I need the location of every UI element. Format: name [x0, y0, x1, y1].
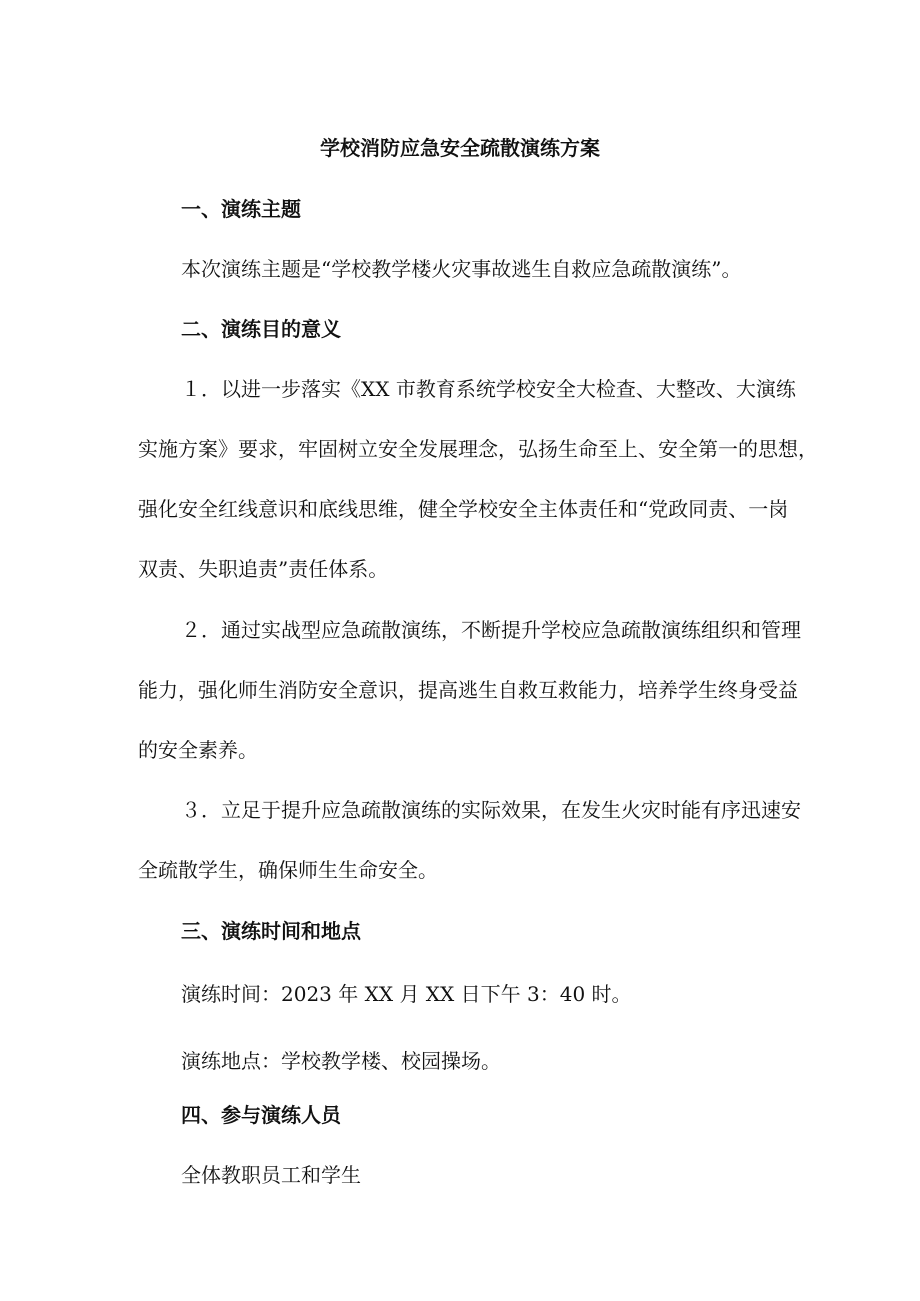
- theme-paragraph: 本次演练主题是“学校教学楼火灾事故逃生自救应急疏散演练”。: [181, 257, 742, 281]
- purpose-item-1-line-1: １．以进一步落实《XX 市教育系统学校安全大检查、大整改、大演练: [181, 377, 796, 401]
- drill-time: 演练时间：2023 年 XX 月 XX 日下午 3：40 时。: [181, 982, 632, 1006]
- purpose-item-2-line-2: 能力，强化师生消防安全意识，提高逃生自救互救能力，培养学生终身受益: [138, 678, 798, 702]
- purpose-item-1-line-3: 强化安全红线意识和底线思维，健全学校安全主体责任和“党政同责、一岗: [138, 497, 789, 521]
- section-heading-purpose: 二、演练目的意义: [181, 317, 341, 341]
- section-heading-time-place: 三、演练时间和地点: [181, 919, 361, 943]
- purpose-item-3-line-2: 全疏散学生，确保师生生命安全。: [138, 858, 438, 882]
- purpose-item-3-line-1: ３．立足于提升应急疏散演练的实际效果，在发生火灾时能有序迅速安: [181, 798, 801, 822]
- purpose-item-2-line-3: 的安全素养。: [138, 738, 258, 762]
- purpose-item-1: [138, 377, 818, 617]
- participants-paragraph: 全体教职员工和学生: [181, 1163, 361, 1187]
- section-heading-participants: 四、参与演练人员: [181, 1103, 341, 1127]
- section-heading-theme: 一、演练主题: [181, 197, 301, 221]
- purpose-item-3: [138, 798, 801, 918]
- purpose-item-1-line-2: 实施方案》要求，牢固树立安全发展理念，弘扬生命至上、安全第一的思想，: [138, 437, 818, 461]
- purpose-item-1-line-4: 双责、失职追责”责任体系。: [138, 557, 389, 581]
- drill-location: 演练地点：学校教学楼、校园操场。: [181, 1049, 501, 1073]
- document-title: 学校消防应急安全疏散演练方案: [320, 136, 600, 160]
- purpose-item-2-line-1: ２．通过实战型应急疏散演练，不断提升学校应急疏散演练组织和管理: [181, 618, 801, 642]
- purpose-item-2: [138, 618, 801, 798]
